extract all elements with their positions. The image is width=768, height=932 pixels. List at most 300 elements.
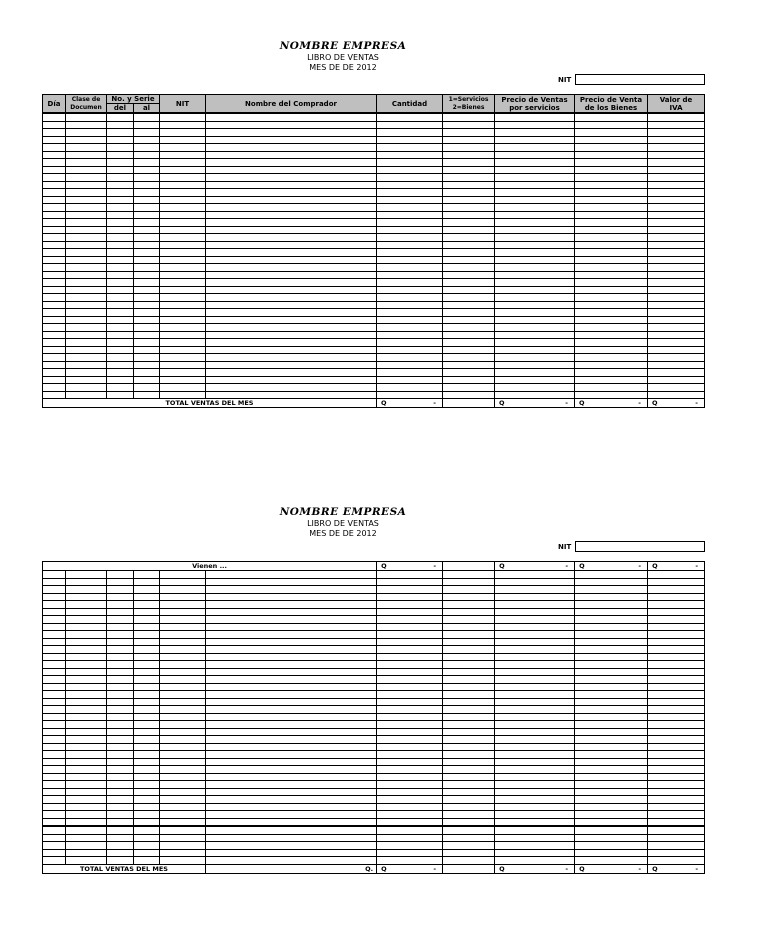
cell-al[interactable] — [134, 346, 160, 354]
cell-dia[interactable] — [43, 241, 66, 249]
cell-comprador[interactable] — [206, 279, 377, 287]
cell-clase[interactable] — [66, 796, 107, 804]
cell-iva[interactable] — [648, 159, 705, 167]
cell-dia[interactable] — [43, 743, 66, 751]
cell-clase[interactable] — [66, 346, 107, 354]
cell-nit[interactable] — [160, 818, 206, 826]
cell-al[interactable] — [134, 324, 160, 332]
cell-al[interactable] — [134, 668, 160, 676]
cell-servicios[interactable] — [495, 151, 575, 159]
cell-iva[interactable] — [648, 354, 705, 362]
cell-iva[interactable] — [648, 151, 705, 159]
cell-bienes[interactable] — [575, 144, 648, 152]
cell-tipo[interactable] — [443, 578, 495, 586]
cell-cantidad[interactable] — [377, 376, 443, 384]
cell-clase[interactable] — [66, 309, 107, 317]
cell-cantidad[interactable] — [377, 623, 443, 631]
cell-dia[interactable] — [43, 571, 66, 579]
cell-del[interactable] — [107, 113, 134, 121]
cell-iva[interactable] — [648, 226, 705, 234]
cell-nit[interactable] — [160, 271, 206, 279]
cell-dia[interactable] — [43, 113, 66, 121]
cell-bienes[interactable] — [575, 226, 648, 234]
cell-clase[interactable] — [66, 766, 107, 774]
cell-tipo[interactable] — [443, 129, 495, 137]
cell-servicios[interactable] — [495, 309, 575, 317]
cell-tipo[interactable] — [443, 316, 495, 324]
cell-dia[interactable] — [43, 369, 66, 377]
cell-clase[interactable] — [66, 354, 107, 362]
cell-comprador[interactable] — [206, 653, 377, 661]
cell-cantidad[interactable] — [377, 204, 443, 212]
cell-del[interactable] — [107, 683, 134, 691]
cell-servicios[interactable] — [495, 638, 575, 646]
cell-iva[interactable] — [648, 631, 705, 639]
cell-iva[interactable] — [648, 826, 705, 834]
cell-del[interactable] — [107, 121, 134, 129]
cell-servicios[interactable] — [495, 339, 575, 347]
cell-cantidad[interactable] — [377, 834, 443, 842]
cell-del[interactable] — [107, 796, 134, 804]
cell-servicios[interactable] — [495, 226, 575, 234]
cell-dia[interactable] — [43, 256, 66, 264]
cell-tipo[interactable] — [443, 721, 495, 729]
cell-tipo[interactable] — [443, 189, 495, 197]
cell-bienes[interactable] — [575, 721, 648, 729]
cell-comprador[interactable] — [206, 631, 377, 639]
cell-cantidad[interactable] — [377, 166, 443, 174]
cell-nit[interactable] — [160, 376, 206, 384]
cell-bienes[interactable] — [575, 571, 648, 579]
cell-tipo[interactable] — [443, 593, 495, 601]
cell-nit[interactable] — [160, 842, 206, 850]
cell-dia[interactable] — [43, 586, 66, 594]
cell-tipo[interactable] — [443, 623, 495, 631]
cell-iva[interactable] — [648, 249, 705, 257]
cell-clase[interactable] — [66, 616, 107, 624]
cell-dia[interactable] — [43, 136, 66, 144]
cell-nit[interactable] — [160, 601, 206, 609]
cell-tipo[interactable] — [443, 354, 495, 362]
cell-cantidad[interactable] — [377, 743, 443, 751]
cell-al[interactable] — [134, 698, 160, 706]
cell-dia[interactable] — [43, 751, 66, 759]
cell-servicios[interactable] — [495, 586, 575, 594]
cell-al[interactable] — [134, 803, 160, 811]
cell-del[interactable] — [107, 279, 134, 287]
cell-nit[interactable] — [160, 631, 206, 639]
cell-del[interactable] — [107, 713, 134, 721]
cell-cantidad[interactable] — [377, 271, 443, 279]
cell-tipo[interactable] — [443, 803, 495, 811]
cell-iva[interactable] — [648, 803, 705, 811]
cell-al[interactable] — [134, 683, 160, 691]
nit-field[interactable] — [575, 74, 705, 85]
cell-nit[interactable] — [160, 849, 206, 857]
cell-cantidad[interactable] — [377, 818, 443, 826]
cell-tipo[interactable] — [443, 818, 495, 826]
cell-dia[interactable] — [43, 826, 66, 834]
cell-al[interactable] — [134, 271, 160, 279]
cell-tipo[interactable] — [443, 376, 495, 384]
cell-comprador[interactable] — [206, 136, 377, 144]
cell-dia[interactable] — [43, 773, 66, 781]
cell-nit[interactable] — [160, 196, 206, 204]
cell-bienes[interactable] — [575, 286, 648, 294]
cell-clase[interactable] — [66, 301, 107, 309]
cell-iva[interactable] — [648, 219, 705, 227]
cell-del[interactable] — [107, 136, 134, 144]
cell-cantidad[interactable] — [377, 361, 443, 369]
cell-al[interactable] — [134, 256, 160, 264]
cell-iva[interactable] — [648, 129, 705, 137]
cell-cantidad[interactable] — [377, 646, 443, 654]
cell-tipo[interactable] — [443, 601, 495, 609]
cell-bienes[interactable] — [575, 751, 648, 759]
cell-dia[interactable] — [43, 803, 66, 811]
cell-comprador[interactable] — [206, 324, 377, 332]
cell-comprador[interactable] — [206, 593, 377, 601]
cell-iva[interactable] — [648, 294, 705, 302]
cell-comprador[interactable] — [206, 226, 377, 234]
cell-dia[interactable] — [43, 706, 66, 714]
cell-servicios[interactable] — [495, 661, 575, 669]
cell-comprador[interactable] — [206, 256, 377, 264]
cell-al[interactable] — [134, 174, 160, 182]
cell-bienes[interactable] — [575, 113, 648, 121]
cell-del[interactable] — [107, 376, 134, 384]
cell-del[interactable] — [107, 751, 134, 759]
cell-nit[interactable] — [160, 826, 206, 834]
cell-dia[interactable] — [43, 698, 66, 706]
cell-servicios[interactable] — [495, 826, 575, 834]
cell-tipo[interactable] — [443, 339, 495, 347]
cell-al[interactable] — [134, 713, 160, 721]
cell-del[interactable] — [107, 286, 134, 294]
cell-al[interactable] — [134, 376, 160, 384]
cell-servicios[interactable] — [495, 234, 575, 242]
cell-cantidad[interactable] — [377, 309, 443, 317]
cell-clase[interactable] — [66, 174, 107, 182]
cell-del[interactable] — [107, 249, 134, 257]
cell-tipo[interactable] — [443, 331, 495, 339]
cell-servicios[interactable] — [495, 211, 575, 219]
cell-clase[interactable] — [66, 196, 107, 204]
cell-dia[interactable] — [43, 391, 66, 399]
cell-bienes[interactable] — [575, 857, 648, 865]
cell-servicios[interactable] — [495, 361, 575, 369]
cell-nit[interactable] — [160, 181, 206, 189]
cell-comprador[interactable] — [206, 683, 377, 691]
cell-del[interactable] — [107, 766, 134, 774]
cell-clase[interactable] — [66, 279, 107, 287]
cell-al[interactable] — [134, 301, 160, 309]
cell-del[interactable] — [107, 842, 134, 850]
cell-bienes[interactable] — [575, 354, 648, 362]
cell-nit[interactable] — [160, 151, 206, 159]
cell-al[interactable] — [134, 286, 160, 294]
cell-al[interactable] — [134, 316, 160, 324]
cell-comprador[interactable] — [206, 736, 377, 744]
cell-bienes[interactable] — [575, 136, 648, 144]
cell-iva[interactable] — [648, 593, 705, 601]
cell-nit[interactable] — [160, 346, 206, 354]
cell-clase[interactable] — [66, 668, 107, 676]
cell-iva[interactable] — [648, 391, 705, 399]
cell-bienes[interactable] — [575, 736, 648, 744]
cell-cantidad[interactable] — [377, 638, 443, 646]
cell-clase[interactable] — [66, 204, 107, 212]
cell-iva[interactable] — [648, 676, 705, 684]
cell-del[interactable] — [107, 346, 134, 354]
cell-clase[interactable] — [66, 241, 107, 249]
cell-dia[interactable] — [43, 578, 66, 586]
cell-servicios[interactable] — [495, 706, 575, 714]
cell-al[interactable] — [134, 623, 160, 631]
cell-iva[interactable] — [648, 279, 705, 287]
cell-comprador[interactable] — [206, 766, 377, 774]
cell-tipo[interactable] — [443, 219, 495, 227]
cell-nit[interactable] — [160, 736, 206, 744]
cell-clase[interactable] — [66, 661, 107, 669]
cell-clase[interactable] — [66, 324, 107, 332]
cell-dia[interactable] — [43, 309, 66, 317]
cell-clase[interactable] — [66, 234, 107, 242]
cell-tipo[interactable] — [443, 826, 495, 834]
cell-bienes[interactable] — [575, 339, 648, 347]
cell-tipo[interactable] — [443, 638, 495, 646]
cell-iva[interactable] — [648, 653, 705, 661]
cell-cantidad[interactable] — [377, 781, 443, 789]
cell-servicios[interactable] — [495, 346, 575, 354]
cell-iva[interactable] — [648, 788, 705, 796]
cell-al[interactable] — [134, 181, 160, 189]
cell-bienes[interactable] — [575, 676, 648, 684]
cell-iva[interactable] — [648, 136, 705, 144]
cell-del[interactable] — [107, 174, 134, 182]
cell-al[interactable] — [134, 766, 160, 774]
cell-nit[interactable] — [160, 706, 206, 714]
cell-comprador[interactable] — [206, 608, 377, 616]
cell-comprador[interactable] — [206, 751, 377, 759]
cell-al[interactable] — [134, 204, 160, 212]
cell-clase[interactable] — [66, 226, 107, 234]
cell-del[interactable] — [107, 646, 134, 654]
cell-comprador[interactable] — [206, 241, 377, 249]
cell-nit[interactable] — [160, 384, 206, 392]
cell-iva[interactable] — [648, 842, 705, 850]
cell-bienes[interactable] — [575, 166, 648, 174]
cell-dia[interactable] — [43, 234, 66, 242]
cell-dia[interactable] — [43, 811, 66, 819]
cell-tipo[interactable] — [443, 758, 495, 766]
cell-servicios[interactable] — [495, 676, 575, 684]
cell-iva[interactable] — [648, 361, 705, 369]
cell-cantidad[interactable] — [377, 608, 443, 616]
cell-comprador[interactable] — [206, 834, 377, 842]
cell-del[interactable] — [107, 631, 134, 639]
cell-servicios[interactable] — [495, 728, 575, 736]
cell-bienes[interactable] — [575, 189, 648, 197]
cell-del[interactable] — [107, 301, 134, 309]
cell-al[interactable] — [134, 391, 160, 399]
cell-tipo[interactable] — [443, 713, 495, 721]
cell-comprador[interactable] — [206, 638, 377, 646]
cell-comprador[interactable] — [206, 661, 377, 669]
cell-servicios[interactable] — [495, 113, 575, 121]
cell-bienes[interactable] — [575, 578, 648, 586]
cell-nit[interactable] — [160, 751, 206, 759]
cell-comprador[interactable] — [206, 743, 377, 751]
cell-bienes[interactable] — [575, 608, 648, 616]
cell-bienes[interactable] — [575, 638, 648, 646]
cell-bienes[interactable] — [575, 181, 648, 189]
cell-tipo[interactable] — [443, 796, 495, 804]
cell-al[interactable] — [134, 818, 160, 826]
cell-bienes[interactable] — [575, 294, 648, 302]
cell-del[interactable] — [107, 339, 134, 347]
cell-tipo[interactable] — [443, 653, 495, 661]
cell-comprador[interactable] — [206, 601, 377, 609]
cell-al[interactable] — [134, 616, 160, 624]
cell-iva[interactable] — [648, 264, 705, 272]
cell-tipo[interactable] — [443, 174, 495, 182]
cell-bienes[interactable] — [575, 623, 648, 631]
cell-iva[interactable] — [648, 196, 705, 204]
cell-comprador[interactable] — [206, 646, 377, 654]
cell-cantidad[interactable] — [377, 181, 443, 189]
cell-iva[interactable] — [648, 571, 705, 579]
cell-al[interactable] — [134, 796, 160, 804]
cell-nit[interactable] — [160, 264, 206, 272]
cell-nit[interactable] — [160, 668, 206, 676]
cell-al[interactable] — [134, 751, 160, 759]
cell-clase[interactable] — [66, 788, 107, 796]
cell-cantidad[interactable] — [377, 219, 443, 227]
cell-comprador[interactable] — [206, 339, 377, 347]
cell-dia[interactable] — [43, 608, 66, 616]
cell-comprador[interactable] — [206, 196, 377, 204]
cell-al[interactable] — [134, 121, 160, 129]
cell-dia[interactable] — [43, 668, 66, 676]
cell-servicios[interactable] — [495, 818, 575, 826]
cell-iva[interactable] — [648, 683, 705, 691]
cell-tipo[interactable] — [443, 301, 495, 309]
cell-comprador[interactable] — [206, 159, 377, 167]
cell-dia[interactable] — [43, 736, 66, 744]
cell-dia[interactable] — [43, 593, 66, 601]
cell-nit[interactable] — [160, 571, 206, 579]
cell-al[interactable] — [134, 676, 160, 684]
cell-cantidad[interactable] — [377, 713, 443, 721]
cell-bienes[interactable] — [575, 346, 648, 354]
cell-tipo[interactable] — [443, 391, 495, 399]
cell-comprador[interactable] — [206, 781, 377, 789]
cell-iva[interactable] — [648, 706, 705, 714]
cell-bienes[interactable] — [575, 616, 648, 624]
cell-cantidad[interactable] — [377, 294, 443, 302]
cell-dia[interactable] — [43, 601, 66, 609]
cell-servicios[interactable] — [495, 376, 575, 384]
cell-comprador[interactable] — [206, 758, 377, 766]
cell-bienes[interactable] — [575, 706, 648, 714]
cell-iva[interactable] — [648, 608, 705, 616]
cell-iva[interactable] — [648, 144, 705, 152]
cell-bienes[interactable] — [575, 376, 648, 384]
cell-comprador[interactable] — [206, 301, 377, 309]
cell-tipo[interactable] — [443, 766, 495, 774]
cell-servicios[interactable] — [495, 683, 575, 691]
cell-clase[interactable] — [66, 646, 107, 654]
cell-clase[interactable] — [66, 219, 107, 227]
cell-cantidad[interactable] — [377, 788, 443, 796]
cell-al[interactable] — [134, 578, 160, 586]
cell-servicios[interactable] — [495, 174, 575, 182]
cell-cantidad[interactable] — [377, 316, 443, 324]
cell-nit[interactable] — [160, 638, 206, 646]
cell-nit[interactable] — [160, 646, 206, 654]
cell-cantidad[interactable] — [377, 751, 443, 759]
cell-iva[interactable] — [648, 834, 705, 842]
cell-del[interactable] — [107, 834, 134, 842]
cell-clase[interactable] — [66, 826, 107, 834]
cell-del[interactable] — [107, 736, 134, 744]
cell-comprador[interactable] — [206, 788, 377, 796]
cell-tipo[interactable] — [443, 361, 495, 369]
cell-comprador[interactable] — [206, 691, 377, 699]
cell-servicios[interactable] — [495, 181, 575, 189]
cell-iva[interactable] — [648, 121, 705, 129]
cell-iva[interactable] — [648, 728, 705, 736]
cell-al[interactable] — [134, 638, 160, 646]
cell-servicios[interactable] — [495, 391, 575, 399]
cell-cantidad[interactable] — [377, 136, 443, 144]
cell-iva[interactable] — [648, 781, 705, 789]
cell-tipo[interactable] — [443, 121, 495, 129]
cell-cantidad[interactable] — [377, 121, 443, 129]
cell-al[interactable] — [134, 211, 160, 219]
cell-al[interactable] — [134, 586, 160, 594]
cell-clase[interactable] — [66, 391, 107, 399]
cell-dia[interactable] — [43, 361, 66, 369]
cell-dia[interactable] — [43, 144, 66, 152]
cell-bienes[interactable] — [575, 773, 648, 781]
cell-bienes[interactable] — [575, 631, 648, 639]
cell-iva[interactable] — [648, 818, 705, 826]
cell-comprador[interactable] — [206, 219, 377, 227]
cell-cantidad[interactable] — [377, 826, 443, 834]
cell-al[interactable] — [134, 743, 160, 751]
cell-clase[interactable] — [66, 743, 107, 751]
cell-servicios[interactable] — [495, 758, 575, 766]
cell-comprador[interactable] — [206, 249, 377, 257]
cell-clase[interactable] — [66, 728, 107, 736]
cell-del[interactable] — [107, 144, 134, 152]
cell-bienes[interactable] — [575, 241, 648, 249]
cell-servicios[interactable] — [495, 653, 575, 661]
cell-del[interactable] — [107, 204, 134, 212]
cell-del[interactable] — [107, 384, 134, 392]
cell-al[interactable] — [134, 849, 160, 857]
cell-dia[interactable] — [43, 818, 66, 826]
cell-servicios[interactable] — [495, 773, 575, 781]
cell-del[interactable] — [107, 601, 134, 609]
cell-al[interactable] — [134, 129, 160, 137]
cell-clase[interactable] — [66, 331, 107, 339]
cell-clase[interactable] — [66, 849, 107, 857]
cell-del[interactable] — [107, 264, 134, 272]
cell-comprador[interactable] — [206, 316, 377, 324]
